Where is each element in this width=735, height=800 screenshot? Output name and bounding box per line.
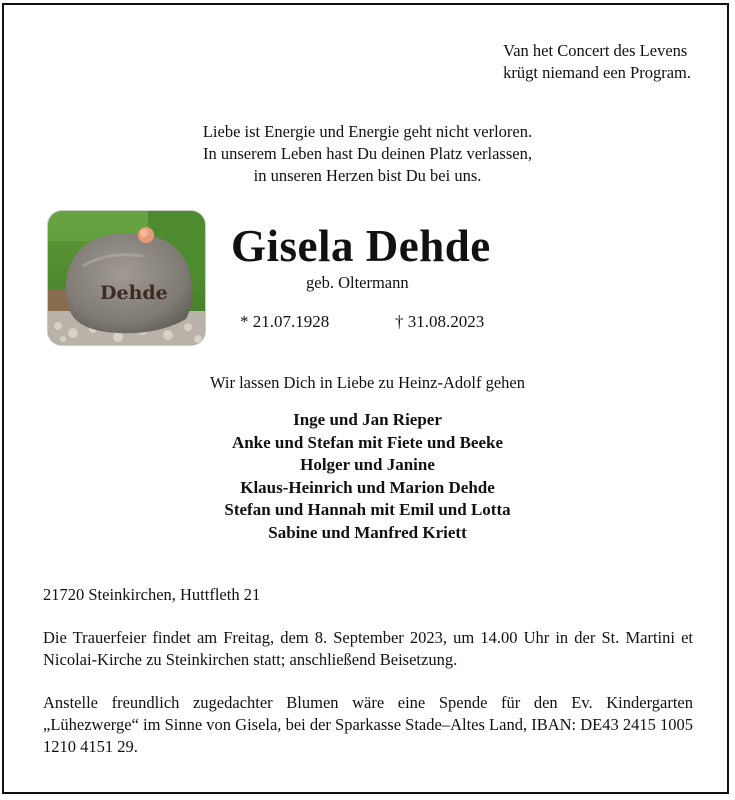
death-date: † 31.08.2023 xyxy=(395,312,485,331)
maiden-name: geb. Oltermann xyxy=(306,273,409,292)
motto-line-1: Van het Concert des Levens xyxy=(503,41,688,60)
mourner-entry: Anke und Stefan mit Fiete und Beeke xyxy=(231,432,504,452)
address: 21720 Steinkirchen, Huttfleth 21 xyxy=(43,585,261,604)
mourner-entry: Sabine und Manfred Kriett xyxy=(268,522,467,542)
deceased-name: Gisela Dehde xyxy=(231,221,491,271)
stone-image xyxy=(48,211,205,345)
funeral-service-text: Die Trauerfeier findet am Freitag, dem 8. September 2023, um 14.00 Uhr in der St. Martini et Nicolai-Kirche zu Steinkirchen statt; anschließend Beisetzung. xyxy=(43,628,693,669)
motto-quote xyxy=(503,40,691,84)
poem xyxy=(0,121,735,187)
mourner-entry: Inge und Jan Rieper xyxy=(293,410,442,429)
donation-text: Anstelle freundlich zugedachter Blumen wäre eine Spende für den Ev. Kindergarten „Lühezwerge“ im Sinne von Gisela, bei der Sparkasse Stade–Altes Land, IBAN: DE43 2415 1005 1210 4151 29. xyxy=(43,693,693,756)
poem-line-3: in unseren Herzen bist Du bei uns. xyxy=(253,166,482,185)
farewell-line: Wir lassen Dich in Liebe zu Heinz-Adolf gehen xyxy=(209,373,525,392)
motto-line-2: krügt niemand een Program. xyxy=(503,63,691,82)
mourners-list xyxy=(0,409,735,544)
mourner-entry: Klaus-Heinrich und Marion Dehde xyxy=(240,477,495,497)
memorial-stone-photo xyxy=(48,211,205,345)
birth-date: * 21.07.1928 xyxy=(240,312,330,331)
poem-line-1: Liebe ist Energie und Energie geht nicht verloren. xyxy=(202,122,533,141)
mourner-entry: Stefan und Hannah mit Emil und Lotta xyxy=(224,500,511,519)
mourner-entry: Holger und Janine xyxy=(300,455,435,474)
poem-line-2: In unserem Leben hast Du deinen Platz verlassen, xyxy=(203,144,532,163)
stone-engraving: Dehde xyxy=(100,282,168,304)
